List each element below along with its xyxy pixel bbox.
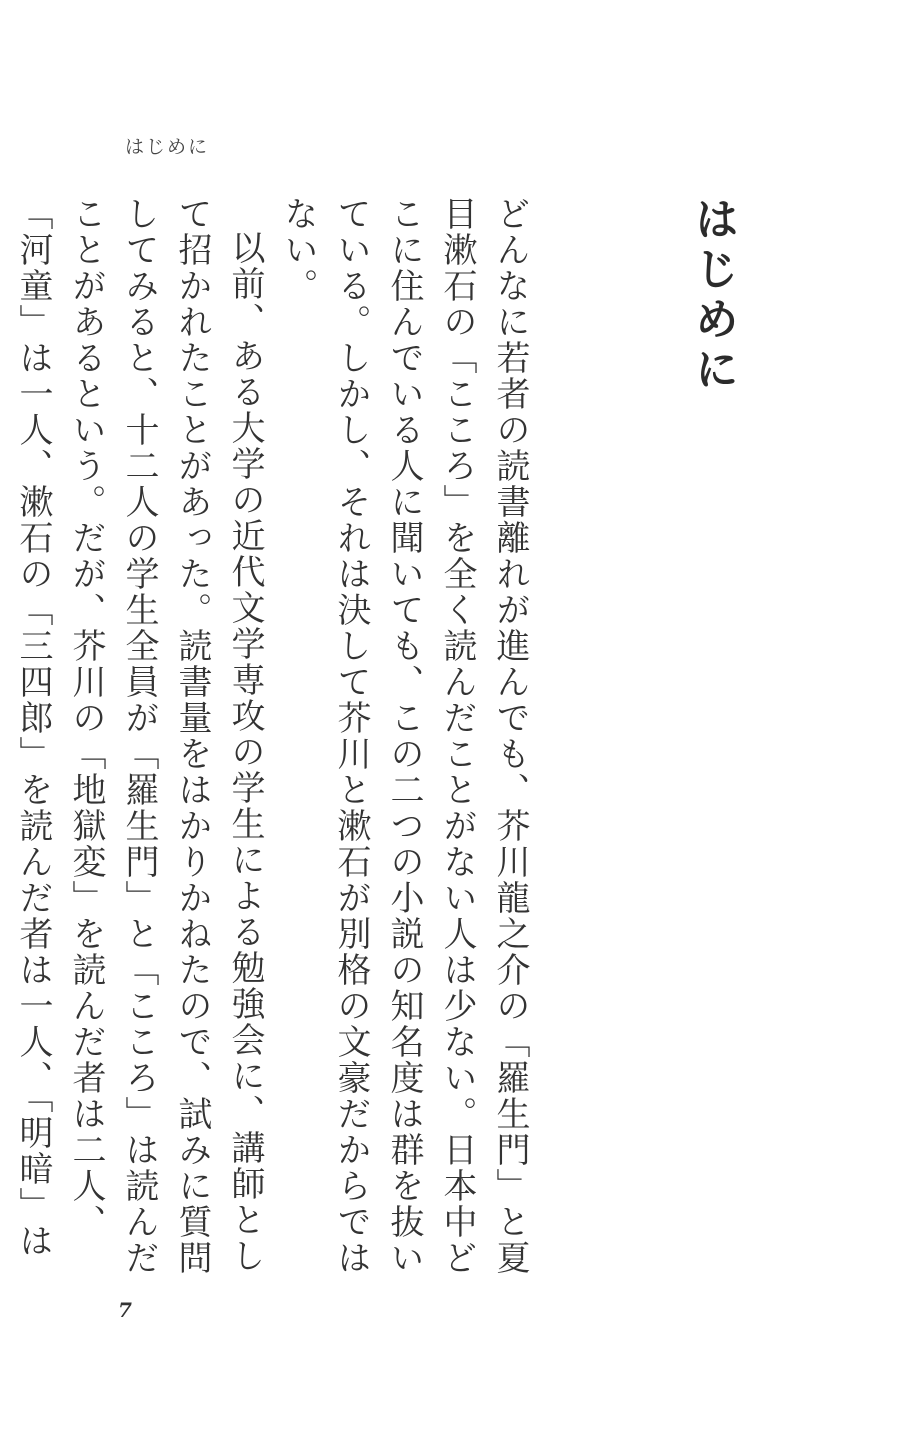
page-number: 7 <box>118 1298 132 1322</box>
body-text <box>0 196 536 1284</box>
chapter-title: はじめに <box>687 196 738 396</box>
paragraph-2: 以前、ある大学の近代文学専攻の学生による勉強会に、講師として招かれたことがあった。読書量をはかりかねたので、試みに質問してみると、十二人の学生全員が「羅生門」と「こころ」は読んだことがあるという。だが、芥川の「地獄変」を読んだ者は二人、「河童」は一人、漱石の「三四郎」を読んだ者は一人、「明暗」は <box>13 196 265 1276</box>
paragraph-1: どんなに若者の読書離れが進んでも、芥川龍之介の「羅生門」と夏目漱石の「こころ」を全く読んだことがない人は少ない。日本中どこに住んでいる人に聞いても、この二つの小説の知名度は群を抜いている。しかし、それは決して芥川と漱石が別格の文豪だからではない。 <box>278 196 530 1276</box>
running-head: はじめに <box>125 136 210 158</box>
